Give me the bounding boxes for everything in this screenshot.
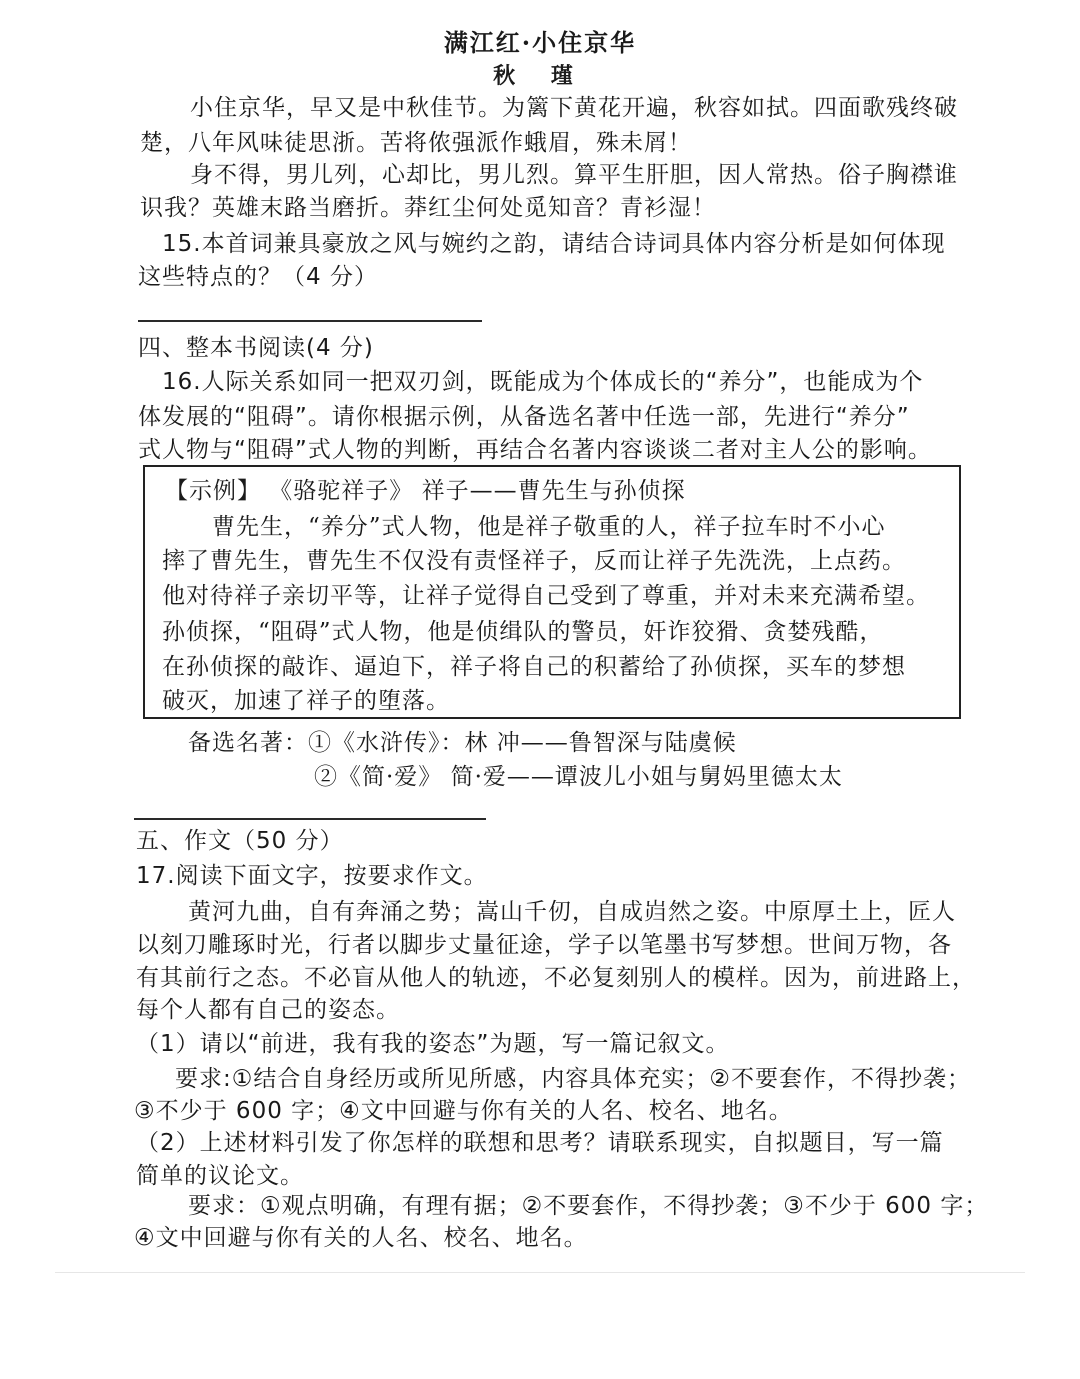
poem-author: 秋 瑾 bbox=[493, 63, 587, 89]
page-bottom-edge bbox=[55, 1272, 1025, 1273]
poem-line: 识我？英雄末路当磨折。莽红尘何处觅知音？青衫湿！ bbox=[140, 195, 716, 221]
task-2: （2）上述材料引发了你怎样的联想和思考？请联系现实，自拟题目，写一篇 bbox=[136, 1130, 944, 1156]
question-17: 17.阅读下面文字，按要求作文。 bbox=[136, 863, 488, 889]
example-line: 他对待祥子亲切平等，让祥子觉得自己受到了尊重，并对未来充满希望。 bbox=[162, 583, 930, 609]
task-1: （1）请以“前进，我有我的姿态”为题，写一篇记叙文。 bbox=[136, 1031, 730, 1057]
question-16-cont: 体发展的“阻碍”。请你根据示例，从备选名著中任选一部，先进行“养分” bbox=[138, 404, 910, 430]
task-2-cont: 简单的议论文。 bbox=[136, 1163, 304, 1189]
poem-line: 小住京华，早又是中秋佳节。为篱下黄花开遍，秋容如拭。四面歌残终破 bbox=[190, 95, 958, 121]
task-1-requirements-cont: ③不少于 600 字；④文中回避与你有关的人名、校名、地名。 bbox=[134, 1098, 793, 1124]
example-header: 【示例】 《骆驼祥子》 祥子——曹先生与孙侦探 bbox=[165, 478, 686, 504]
section-4-heading: 四、整本书阅读(4 分) bbox=[138, 335, 374, 361]
section-5-heading: 五、作文（50 分） bbox=[136, 828, 344, 854]
poem-title: 满江红·小住京华 bbox=[443, 28, 637, 57]
material-line: 黄河九曲，自有奔涌之势；嵩山千仞，自成岿然之姿。中原厚土上，匠人 bbox=[188, 899, 956, 925]
task-2-requirements: 要求：①观点明确，有理有据；②不要套作，不得抄袭；③不少于 600 字； bbox=[188, 1193, 989, 1219]
answer-line bbox=[134, 818, 486, 820]
poem-line: 身不得，男儿列，心却比，男儿烈。算平生肝胆，因人常热。俗子胸襟谁 bbox=[190, 162, 958, 188]
question-16-cont: 式人物与“阻碍”式人物的判断，再结合名著内容谈谈二者对主人公的影响。 bbox=[138, 437, 932, 463]
question-15-cont: 这些特点的？（4 分） bbox=[138, 264, 378, 290]
question-15: 15.本首词兼具豪放之风与婉约之韵，请结合诗词具体内容分析是如何体现 bbox=[162, 231, 946, 257]
example-line: 破灭，加速了祥子的堕落。 bbox=[162, 688, 450, 714]
option-1: 备选名著：①《水浒传》：林 冲——鲁智深与陆虞候 bbox=[188, 730, 737, 756]
example-line: 孙侦探，“阻碍”式人物，他是侦缉队的警员，奸诈狡猾、贪婪残酷， bbox=[162, 619, 884, 645]
example-line: 在孙侦探的敲诈、逼迫下，祥子将自己的积蓄给了孙侦探，买车的梦想 bbox=[162, 654, 906, 680]
material-line: 有其前行之态。不必盲从他人的轨迹，不必复刻别人的模样。因为，前进路上， bbox=[136, 965, 976, 991]
poem-line: 楚，八年风味徒思浙。苦将侬强派作蛾眉，殊未屑！ bbox=[140, 130, 692, 156]
material-line: 每个人都有自己的姿态。 bbox=[136, 997, 400, 1023]
option-2: ②《简·爱》 简·爱——谭波儿小姐与舅妈里德太太 bbox=[314, 764, 843, 790]
answer-line bbox=[138, 320, 482, 322]
task-1-requirements: 要求:①结合自身经历或所见所感，内容具体充实；②不要套作，不得抄袭； bbox=[175, 1066, 971, 1092]
task-2-requirements-cont: ④文中回避与你有关的人名、校名、地名。 bbox=[134, 1225, 588, 1251]
example-line: 摔了曹先生，曹先生不仅没有责怪祥子，反而让祥子先洗洗，上点药。 bbox=[162, 548, 906, 574]
material-line: 以刻刀雕琢时光，行者以脚步丈量征途，学子以笔墨书写梦想。世间万物，各 bbox=[136, 932, 952, 958]
question-16: 16.人际关系如同一把双刃剑，既能成为个体成长的“养分”，也能成为个 bbox=[162, 369, 924, 395]
example-line: 曹先生，“养分”式人物，他是祥子敬重的人，祥子拉车时不小心 bbox=[212, 514, 886, 540]
